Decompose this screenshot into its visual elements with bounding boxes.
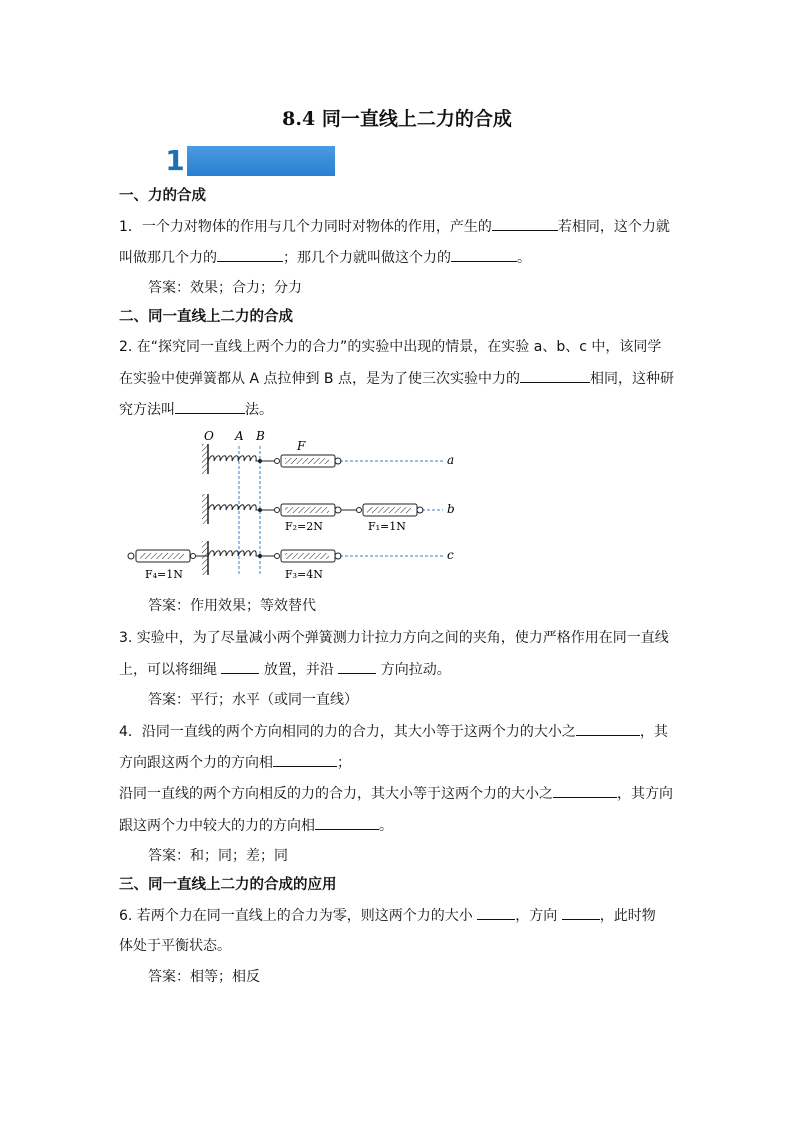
q2-answer: 答案：作用效果；等效替代 bbox=[148, 598, 316, 614]
answer-blank bbox=[451, 247, 517, 262]
spring-experiment-diagram bbox=[125, 426, 460, 586]
q1-line-1 bbox=[119, 216, 670, 237]
spring-scale-F3 bbox=[262, 550, 341, 562]
q6-line-1 bbox=[119, 905, 656, 926]
label-F2: F₂=2N bbox=[285, 520, 323, 533]
q1-line-2 bbox=[119, 247, 531, 268]
q4-line-1 bbox=[119, 721, 668, 742]
q3-text: 上，可以将细绳 bbox=[119, 662, 222, 678]
q4-text: 沿同一直线的两个方向相反的力的合力，其大小等于这两个力的大小之 bbox=[119, 786, 553, 802]
q6-line-2: 体处于平衡状态。 bbox=[119, 938, 231, 954]
spring-b bbox=[208, 505, 265, 510]
answer-blank bbox=[562, 905, 600, 920]
q3-answer: 答案：平行；水平（或同一直线） bbox=[148, 692, 358, 708]
label-F4: F₄=1N bbox=[145, 568, 183, 581]
spring-scale-F bbox=[262, 455, 341, 467]
banner-number: 1 bbox=[165, 144, 185, 177]
q1-text: 叫做那几个力的 bbox=[119, 250, 217, 266]
q1-text: 1．一个力对物体的作用与几个力同时对物体的作用，产生的 bbox=[119, 219, 492, 235]
label-a: a bbox=[447, 453, 455, 467]
spring-c bbox=[208, 551, 265, 556]
answer-blank bbox=[477, 905, 515, 920]
q4-text: ； bbox=[337, 755, 351, 771]
q3-line-2 bbox=[119, 659, 451, 680]
q6-text: ，方向 bbox=[515, 908, 562, 924]
section-heading-1: 一、力的合成 bbox=[119, 188, 206, 204]
q3-line-1: 3. 实验中，为了尽量减小两个弹簧测力计拉力方向之间的夹角，使力严格作用在同一直线 bbox=[119, 630, 669, 646]
section-banner bbox=[163, 145, 335, 177]
answer-blank bbox=[520, 368, 590, 383]
banner-bar bbox=[187, 146, 335, 176]
q6-text: 6. 若两个力在同一直线上的合力为零，则这两个力的大小 bbox=[119, 908, 478, 924]
answer-blank bbox=[315, 815, 379, 830]
answer-blank bbox=[553, 783, 617, 798]
label-c: c bbox=[447, 548, 454, 562]
label-F1: F₁=1N bbox=[368, 520, 406, 533]
spring-a bbox=[208, 456, 265, 461]
page-title: 8.4 同一直线上二力的合成 bbox=[282, 108, 512, 130]
q4-line-3 bbox=[119, 783, 673, 804]
section-heading-2: 二、同一直线上二力的合成 bbox=[119, 309, 293, 325]
q2-line-1: 2. 在“探究同一直线上两个力的合力”的实验中出现的情景，在实验 a、b、c 中，该同学 bbox=[119, 339, 662, 355]
q4-text: ，其方向 bbox=[617, 786, 673, 802]
q4-answer: 答案：和；同；差；同 bbox=[148, 848, 288, 864]
answer-blank bbox=[221, 659, 259, 674]
label-B: B bbox=[256, 429, 265, 443]
q2-text: 究方法叫 bbox=[119, 402, 175, 418]
wall-b bbox=[202, 494, 208, 524]
q4-line-2 bbox=[119, 752, 351, 773]
q1-text: 。 bbox=[517, 250, 531, 266]
q3-text: 放置，并沿 bbox=[259, 662, 339, 678]
q1-text: ；那几个力就叫做这个力的 bbox=[283, 250, 451, 266]
label-b: b bbox=[447, 502, 455, 516]
q2-text: 法。 bbox=[245, 402, 273, 418]
q3-text: 方向拉动。 bbox=[376, 662, 451, 678]
q4-text: ，其 bbox=[639, 724, 668, 740]
q4-text: 4．沿同一直线的两个方向相同的力的合力，其大小等于这两个力的大小之 bbox=[119, 724, 576, 740]
answer-blank bbox=[492, 216, 558, 231]
answer-blank bbox=[273, 752, 337, 767]
q4-text: 跟这两个力中较大的力的方向相 bbox=[119, 818, 315, 834]
q2-line-3 bbox=[119, 399, 273, 420]
spring-scale-F1 bbox=[357, 504, 424, 516]
q1-text: 若相同，这个力就 bbox=[557, 219, 670, 235]
q2-text: 相同，这种研 bbox=[589, 371, 674, 387]
answer-blank bbox=[217, 247, 283, 262]
wall-a bbox=[202, 444, 208, 474]
label-F3: F₃=4N bbox=[285, 568, 323, 581]
label-O: O bbox=[204, 429, 214, 443]
answer-blank bbox=[175, 399, 245, 414]
spring-scale-F4 bbox=[128, 550, 208, 562]
wall-c bbox=[202, 541, 208, 575]
q4-text: 方向跟这两个力的方向相 bbox=[119, 755, 273, 771]
q6-text: ，此时物 bbox=[599, 908, 656, 924]
q4-line-4 bbox=[119, 815, 393, 836]
label-F: F bbox=[297, 439, 306, 453]
section-heading-3: 三、同一直线上二力的合成的应用 bbox=[119, 877, 337, 893]
answer-blank bbox=[338, 659, 376, 674]
q1-answer: 答案：效果；合力；分力 bbox=[148, 280, 302, 296]
spring-scale-F2 bbox=[262, 504, 341, 516]
q4-text: 。 bbox=[379, 818, 393, 834]
q2-line-2 bbox=[119, 368, 674, 389]
q6-answer: 答案：相等；相反 bbox=[148, 969, 260, 985]
label-A: A bbox=[235, 429, 244, 443]
q2-text: 在实验中使弹簧都从 A 点拉伸到 B 点，是为了使三次实验中力的 bbox=[119, 371, 520, 387]
answer-blank bbox=[576, 721, 640, 736]
